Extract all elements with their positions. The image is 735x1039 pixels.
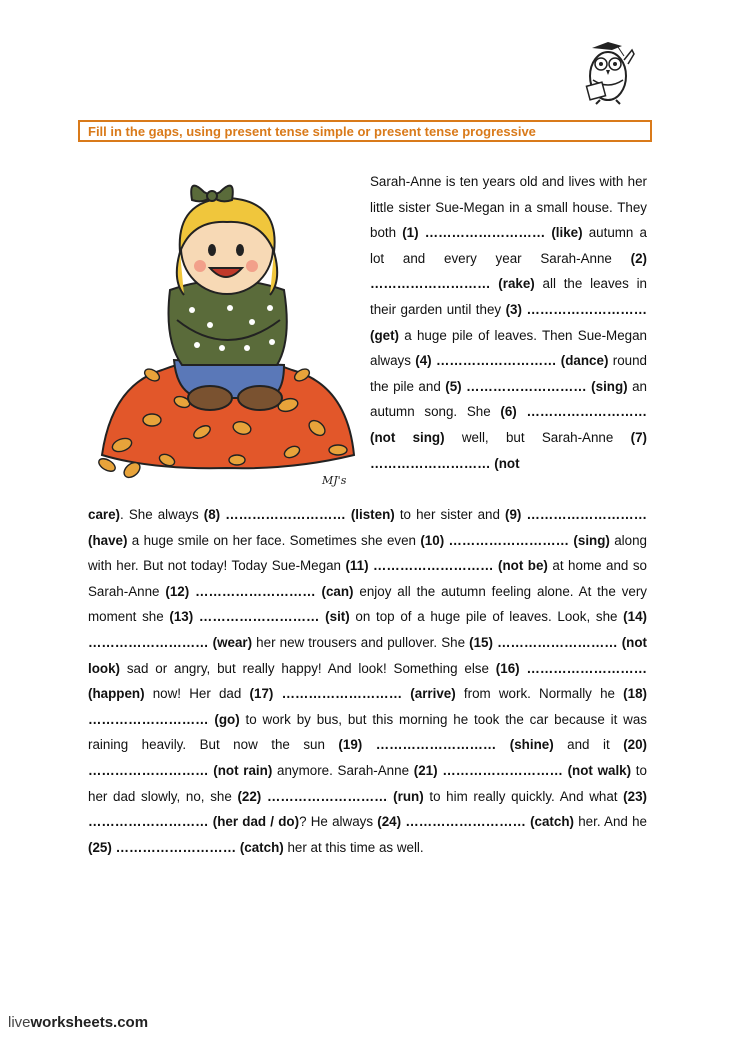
exercise-paragraph-part-1: Sarah-Anne is ten years old and lives with her little sister Sue-Megan in a small house. They both (1) ……………………… (like) autumn a lot and every year Sarah-Anne (2) ……………………… (rake) all the leaves in their garden until they (3) ……………………… (get) a huge pile of leaves. Then Sue-Megan always (4) ……………………… (dance) round the pile and (5) ……………………… (sing) an autumn song. She (6) ……………………… (not sing) well, but Sarah-Anne (7) ……………………… (not xyxy=(370,174,647,471)
footer-brand[interactable] xyxy=(8,1014,148,1031)
owl-illustration xyxy=(578,40,646,106)
exercise-text-column xyxy=(370,169,647,476)
footer-brand-bold: worksheets.com xyxy=(30,1014,149,1031)
girl-on-leaves-illustration xyxy=(92,170,362,500)
svg-text:MJ's: MJ's xyxy=(322,474,347,487)
instruction-box xyxy=(78,120,652,142)
exercise-text-full-width xyxy=(88,502,647,860)
exercise-paragraph-part-2: care). She always (8) ……………………… (listen) to her sister and (9) ……………………… (have) a huge smile on her face. Sometimes she even (10) ……………………… (sing) along with her. But not today! Today Sue-Megan (11) ……………………… (not be) at home and so Sarah-Anne (12) ……………………… (can) enjoy all the autumn feeling alone. At the very moment she (13) ……………………… (sit) on top of a huge pile of leaves. Look, she (14) ……………………… (wear) her new trousers and pullover. She (15) ……………………… (not look) sad or angry, but really happy! And look! Something else (16) ……………………… (happen) now! Her dad (17) ……………………… (arrive) from work. Normally he (18) ……………………… (go) to work by bus, but this morning he took the car because it was raining heavily. But now the sun (19) ……………………… (shine) and it (20) ……………………… (not rain) anymore. Sarah-Anne (21) ……………………… (not walk) to her dad slowly, no, she (22) ……………………… (run) to him really quickly. And what (23) ……………………… (her dad / do)? He always (24) ……………………… (catch) her. And he (25) ……………………… (catch) her at this time as well. xyxy=(88,507,648,855)
instruction-text: Fill in the gaps, using present tense simple or present tense progressive xyxy=(88,124,536,139)
footer-brand-light: live xyxy=(8,1014,31,1031)
